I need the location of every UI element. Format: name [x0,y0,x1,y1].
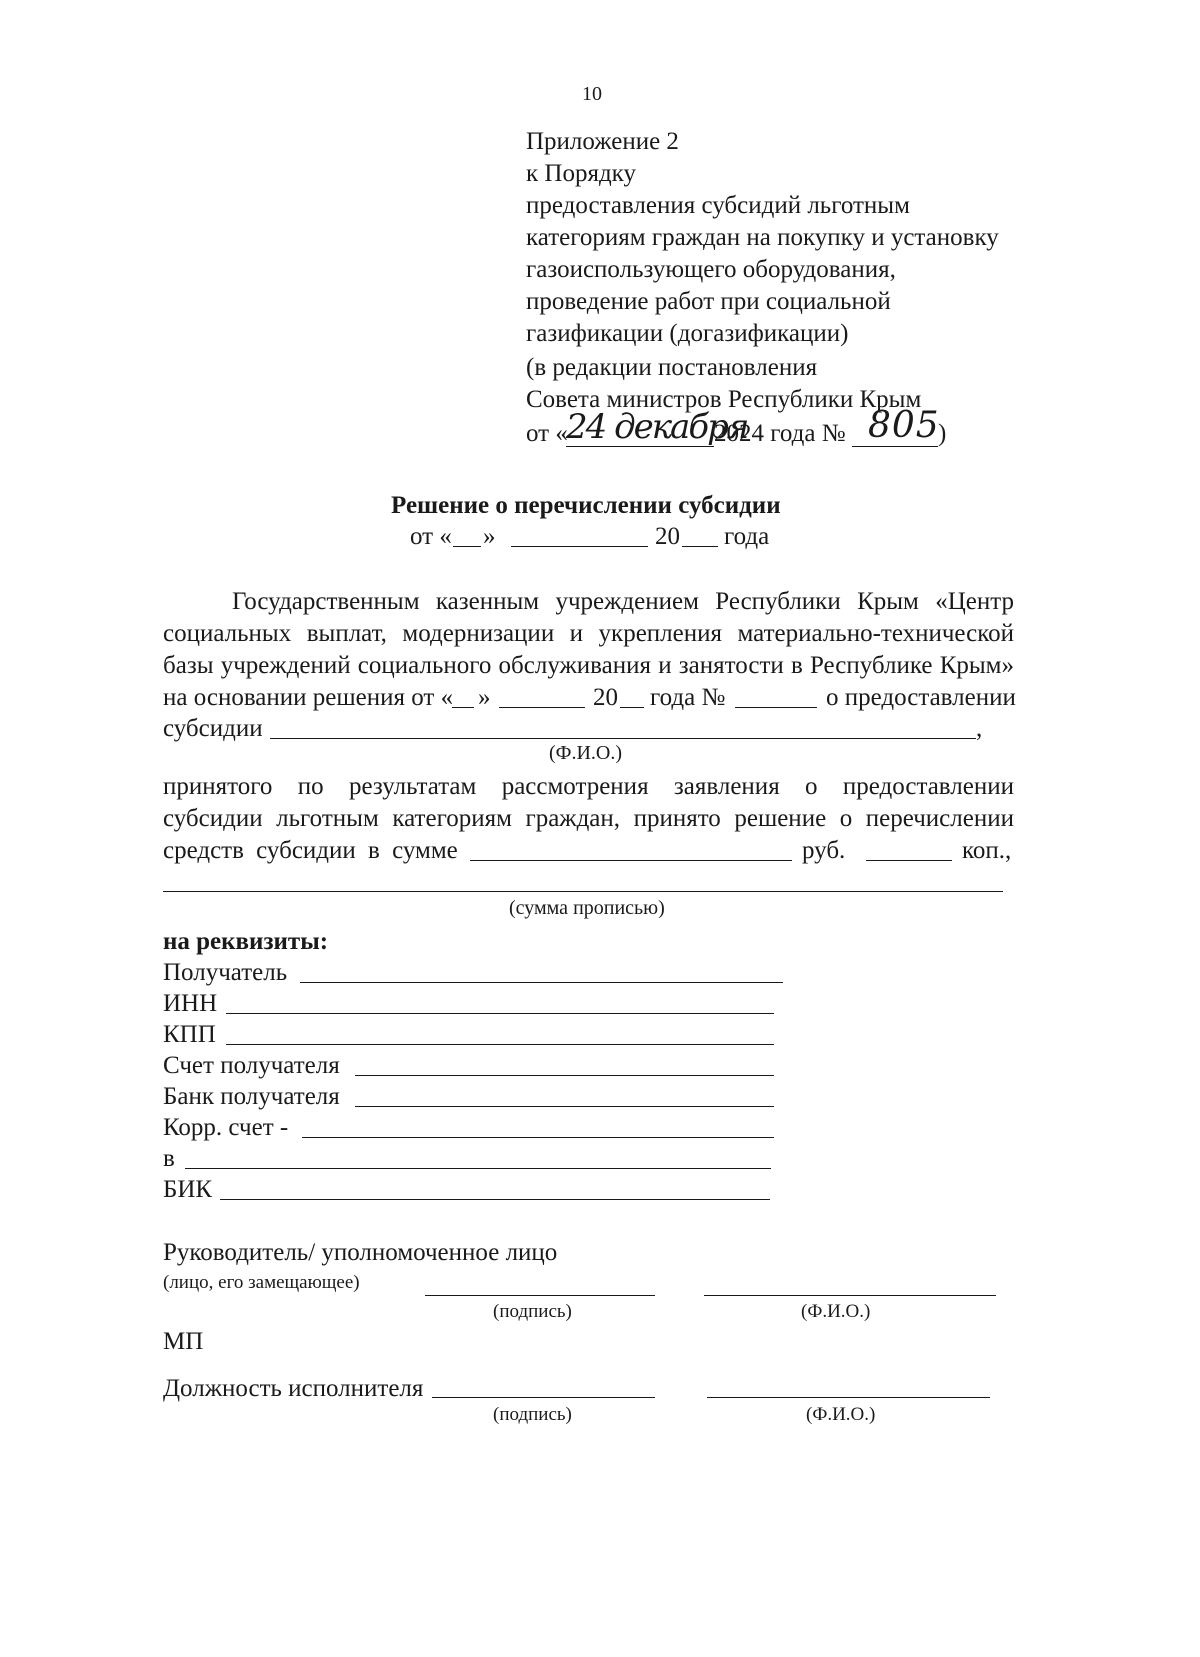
body-line4-c: 20 [593,684,618,711]
requisite-field-in [185,1168,771,1169]
stamp-label: МП [163,1328,204,1355]
body-line: принятого по результатам рассмотрения заявления о предоставлении [163,773,1014,800]
head-fio-caption: (Ф.И.О.) [801,1301,871,1322]
body-line4-b: » [478,684,491,711]
page-number: 10 [582,83,602,105]
edition-line: Совета министров Республики Крым [526,386,922,413]
body-line8-c: коп., [962,837,1012,864]
decision-year-blank [620,707,644,708]
body-line4-e: о предоставлении [826,684,1016,711]
requisite-field-kpp [226,1044,774,1045]
executor-sign-blank [432,1397,655,1398]
amount-rub-blank [470,860,792,861]
month-blank [511,546,648,547]
body-line: Государственным казенным учреждением Республики Крым «Центр [232,588,1014,615]
year-blank [682,546,718,547]
executor-label: Должность исполнителя [163,1375,424,1402]
requisites-heading: на реквизиты: [163,928,329,955]
edition-line: (в редакции постановления [526,354,818,381]
sum-in-words-blank [163,891,1003,892]
title-date-prefix: от « [410,523,452,550]
executor-sign-caption: (подпись) [493,1404,572,1425]
appendix-line: категориям граждан на покупку и установку [526,224,999,251]
appendix-line: к Порядку [526,160,636,187]
requisite-label-bik: БИК [163,1176,213,1203]
number-underline [852,446,938,447]
body-line5-comma: , [976,715,983,742]
body-line: базы учреждений социального обслуживания и занятости в Республике Крым» [163,652,1014,679]
requisite-field-recipient [300,982,783,983]
recipient-fio-blank [270,738,976,739]
decision-day-blank [452,707,474,708]
requisite-label-corr: Корр. счет - [163,1114,289,1141]
requisite-field-bank [355,1106,774,1107]
body-line4-a: на основании решения от « [163,684,454,711]
sum-caption: (сумма прописью) [509,897,665,919]
head-sign-blank [425,1295,655,1296]
decision-month-blank [499,707,585,708]
body-line: субсидии льготным категориям граждан, принято решение о перечислении [163,805,1014,832]
requisite-field-inn [226,1013,774,1014]
head-label: Руководитель/ уполномоченное лицо [163,1239,558,1266]
edition-year: 2024 года № [714,420,846,447]
body-line8-b: руб. [802,837,846,864]
decision-number-blank [735,707,817,708]
appendix-line: газоиспользующего оборудования, [526,256,896,283]
edition-close-paren: ) [938,420,947,447]
appendix-line: проведение работ при социальной [526,288,891,315]
requisite-label-account: Счет получателя [163,1052,340,1079]
requisite-label-kpp: КПП [163,1021,216,1048]
requisite-label-in: в [163,1145,175,1172]
appendix-line: предоставления субсидий льготным [526,192,910,219]
title-date-mid: » [483,523,496,550]
day-blank [453,546,481,547]
appendix-line: газификации (догазификации) [526,320,849,347]
handwritten-number: 805 [868,405,940,446]
document-title: Решение о перечислении субсидии [391,492,781,519]
executor-fio-caption: (Ф.И.О.) [806,1404,876,1425]
requisite-field-account [355,1075,774,1076]
body-line8-a: средств субсидии в сумме [163,837,458,864]
executor-fio-blank [707,1397,990,1398]
body-line5-a: субсидии [163,715,263,742]
requisite-field-bik [220,1199,770,1200]
head-sub: (лицо, его замещающее) [163,1272,360,1293]
appendix-line: Приложение 2 [526,128,679,155]
requisite-label-inn: ИНН [163,990,218,1017]
amount-kop-blank [866,860,952,861]
head-fio-blank [704,1295,996,1296]
body-line4-d: года № [650,684,726,711]
head-sign-caption: (подпись) [493,1301,572,1322]
requisite-field-corr [302,1137,774,1138]
requisite-label-recipient: Получатель [163,959,288,986]
body-line: социальных выплат, модернизации и укрепления материально-технической [163,620,1014,647]
title-date-suffix: года [724,523,770,550]
title-date-year: 20 [655,523,680,550]
handwritten-date: 24 декабря [566,407,748,447]
fio-caption: (Ф.И.О.) [549,742,623,764]
requisite-label-bank: Банк получателя [163,1083,340,1110]
date-underline [566,446,714,447]
edition-date-prefix: от « [526,420,568,447]
